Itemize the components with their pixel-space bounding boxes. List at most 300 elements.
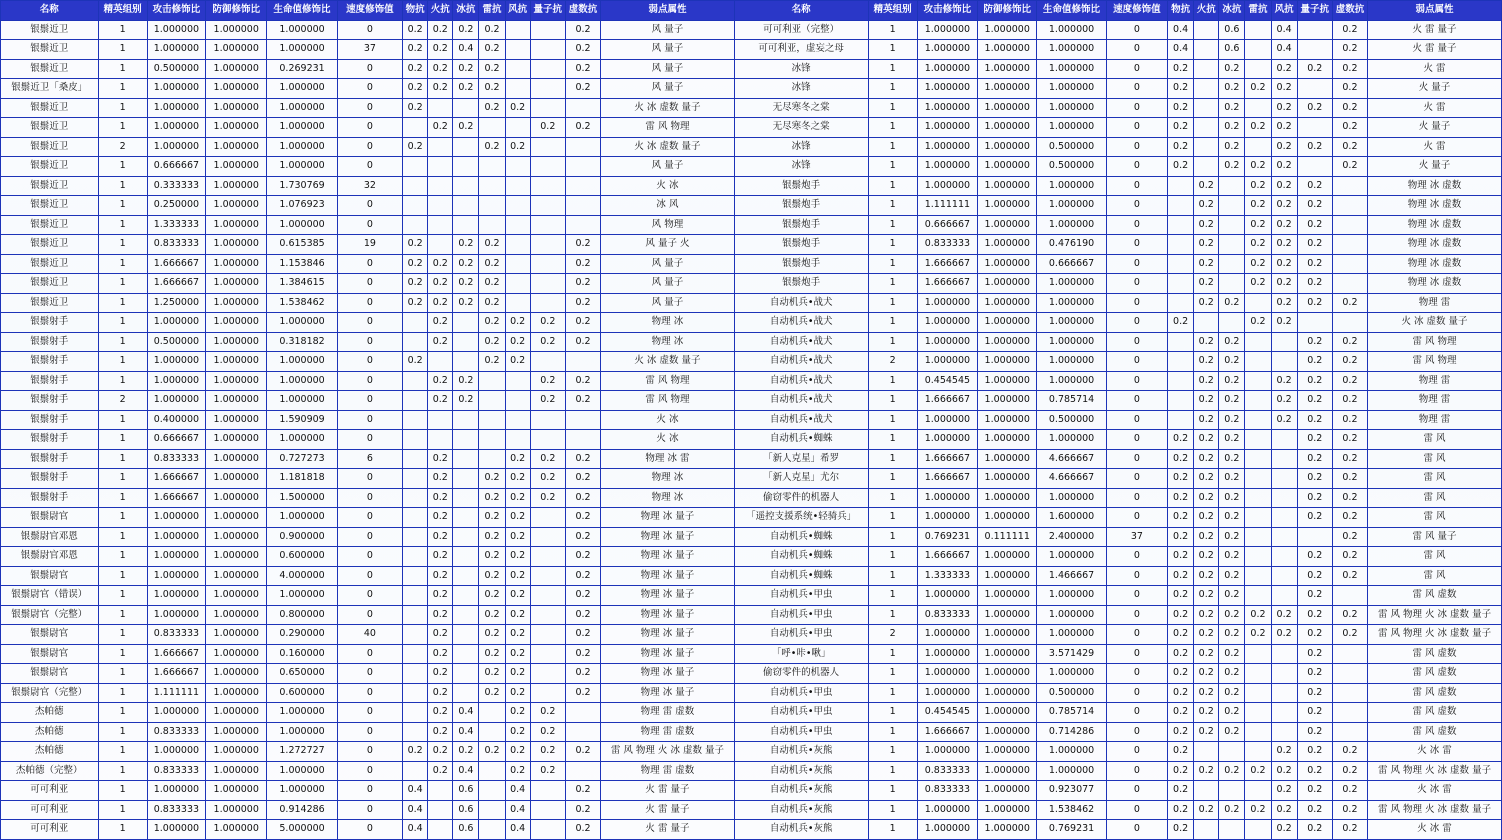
table-cell: 0.160000 bbox=[267, 644, 337, 664]
table-cell: 0.2 bbox=[453, 59, 479, 79]
table-cell: 0 bbox=[1106, 98, 1167, 118]
table-cell: 1.000000 bbox=[147, 703, 205, 723]
table-cell: 1.000000 bbox=[917, 313, 977, 333]
table-cell bbox=[1194, 742, 1219, 762]
table-cell bbox=[1332, 644, 1367, 664]
table-cell: 1.000000 bbox=[917, 820, 977, 840]
table-cell: 银鬃近卫 bbox=[1, 98, 99, 118]
table-cell: 1.000000 bbox=[206, 508, 267, 528]
table-cell: 1.000000 bbox=[1037, 742, 1106, 762]
table-cell: 雷 风 物理 火 冰 虚数 量子 bbox=[1368, 800, 1502, 820]
table-cell: 0.2 bbox=[1271, 625, 1297, 645]
table-cell: 火 量子 bbox=[1368, 157, 1502, 177]
table-cell: 火 雷 量子 bbox=[601, 800, 735, 820]
table-cell: 0.2 bbox=[1297, 508, 1332, 528]
table-cell: 1 bbox=[98, 352, 147, 372]
table-cell: 19 bbox=[337, 235, 402, 255]
table-cell: 银鬃近卫 bbox=[1, 157, 99, 177]
table-cell: 1.000000 bbox=[147, 742, 205, 762]
table-cell: 0.2 bbox=[1219, 488, 1245, 508]
table-cell: 0 bbox=[337, 469, 402, 489]
table-cell: 1.000000 bbox=[206, 391, 267, 411]
table-cell bbox=[1297, 20, 1332, 40]
table-cell bbox=[1168, 371, 1194, 391]
table-cell: 物理 冰 量子 bbox=[601, 527, 735, 547]
table-cell bbox=[453, 683, 479, 703]
table-cell: 1 bbox=[98, 547, 147, 567]
table-cell: 0.2 bbox=[530, 703, 565, 723]
table-cell: 银鬃炮手 bbox=[734, 254, 868, 274]
table-cell bbox=[565, 410, 600, 430]
table-cell bbox=[428, 98, 453, 118]
table-cell: 1.000000 bbox=[978, 371, 1037, 391]
table-cell bbox=[403, 547, 428, 567]
table-cell bbox=[530, 664, 565, 684]
table-cell: 雷 风 物理 bbox=[601, 391, 735, 411]
table-cell bbox=[530, 176, 565, 196]
table-cell: 1 bbox=[868, 820, 917, 840]
table-cell: 0 bbox=[1106, 781, 1167, 801]
column-header: 弱点属性 bbox=[1368, 1, 1502, 21]
table-cell: 1.730769 bbox=[267, 176, 337, 196]
table-cell: 0.2 bbox=[565, 664, 600, 684]
table-cell: 银鬃炮手 bbox=[734, 196, 868, 216]
table-cell: 37 bbox=[1106, 527, 1167, 547]
table-cell: 1.000000 bbox=[1037, 488, 1106, 508]
table-cell: 1.000000 bbox=[206, 547, 267, 567]
table-cell: 1.000000 bbox=[147, 566, 205, 586]
table-cell bbox=[565, 157, 600, 177]
table-cell: 0.2 bbox=[1245, 274, 1271, 294]
table-cell: 1.000000 bbox=[1037, 352, 1106, 372]
table-cell: 杰帕德 bbox=[1, 722, 99, 742]
table-cell: 1 bbox=[98, 157, 147, 177]
table-cell bbox=[428, 352, 453, 372]
table-cell: 1.000000 bbox=[267, 761, 337, 781]
table-cell: 0.2 bbox=[1194, 605, 1219, 625]
table-row bbox=[1, 664, 1502, 684]
table-cell: 0.2 bbox=[565, 742, 600, 762]
table-cell: 1.000000 bbox=[978, 254, 1037, 274]
table-cell: 0.2 bbox=[403, 352, 428, 372]
table-cell: 1.000000 bbox=[917, 800, 977, 820]
table-cell: 0.2 bbox=[1332, 547, 1367, 567]
table-cell: 1.000000 bbox=[978, 313, 1037, 333]
table-cell bbox=[530, 800, 565, 820]
table-cell bbox=[403, 313, 428, 333]
table-cell: 1.000000 bbox=[978, 235, 1037, 255]
column-header: 弱点属性 bbox=[601, 1, 735, 21]
table-cell: 0 bbox=[1106, 449, 1167, 469]
table-cell bbox=[1332, 586, 1367, 606]
table-cell: 0.2 bbox=[1194, 547, 1219, 567]
table-cell: 银鬃炮手 bbox=[734, 274, 868, 294]
table-cell: 火 量子 bbox=[1368, 118, 1502, 138]
table-cell: 0 bbox=[337, 274, 402, 294]
table-cell: 雷 风 bbox=[1368, 508, 1502, 528]
table-cell: 0.2 bbox=[1297, 781, 1332, 801]
table-cell: 0.2 bbox=[1271, 761, 1297, 781]
table-cell: 0 bbox=[1106, 625, 1167, 645]
table-cell: 0.833333 bbox=[917, 235, 977, 255]
table-cell: 0.2 bbox=[565, 488, 600, 508]
table-cell: 0.2 bbox=[479, 313, 505, 333]
table-cell bbox=[428, 781, 453, 801]
table-cell: 1.666667 bbox=[147, 254, 205, 274]
table-cell bbox=[428, 157, 453, 177]
table-cell bbox=[403, 157, 428, 177]
table-cell: 1.000000 bbox=[978, 157, 1037, 177]
table-cell: 0.2 bbox=[428, 371, 453, 391]
table-cell bbox=[453, 157, 479, 177]
table-cell: 0 bbox=[1106, 488, 1167, 508]
table-cell: 1.000000 bbox=[978, 293, 1037, 313]
table-cell: 1 bbox=[98, 79, 147, 99]
table-cell: 1.000000 bbox=[206, 176, 267, 196]
table-cell: 1.000000 bbox=[978, 274, 1037, 294]
table-cell: 0.2 bbox=[1271, 137, 1297, 157]
table-cell: 1.000000 bbox=[206, 527, 267, 547]
table-cell: 银鬃尉官 bbox=[1, 508, 99, 528]
table-cell: 0.2 bbox=[1219, 527, 1245, 547]
table-cell: 0.2 bbox=[505, 664, 530, 684]
table-cell bbox=[1168, 293, 1194, 313]
table-cell: 0.2 bbox=[1297, 274, 1332, 294]
table-cell bbox=[403, 332, 428, 352]
table-cell: 0 bbox=[1106, 644, 1167, 664]
table-cell: 0.2 bbox=[505, 644, 530, 664]
table-cell: 1.000000 bbox=[206, 683, 267, 703]
table-cell: 0 bbox=[1106, 371, 1167, 391]
table-cell: 0.2 bbox=[428, 274, 453, 294]
table-cell: 0.500000 bbox=[147, 332, 205, 352]
table-cell: 雷 风 bbox=[1368, 430, 1502, 450]
table-cell: 0.2 bbox=[1245, 215, 1271, 235]
table-cell bbox=[428, 800, 453, 820]
table-cell: 1 bbox=[868, 98, 917, 118]
table-cell: 0.2 bbox=[428, 293, 453, 313]
table-cell: 物理 雷 bbox=[1368, 410, 1502, 430]
table-cell bbox=[1271, 488, 1297, 508]
table-cell bbox=[1297, 527, 1332, 547]
table-cell: 1.250000 bbox=[147, 293, 205, 313]
table-cell: 物理 冰 虚数 bbox=[1368, 196, 1502, 216]
table-cell: 0.2 bbox=[1271, 410, 1297, 430]
table-cell: 0.2 bbox=[1219, 644, 1245, 664]
table-cell bbox=[403, 625, 428, 645]
table-cell: 0.2 bbox=[428, 20, 453, 40]
table-cell: 1 bbox=[98, 40, 147, 60]
table-cell: 1.666667 bbox=[147, 469, 205, 489]
table-cell: 1 bbox=[868, 118, 917, 138]
table-cell: 0.2 bbox=[428, 508, 453, 528]
table-cell: 1.000000 bbox=[267, 722, 337, 742]
table-cell: 0.2 bbox=[1332, 20, 1367, 40]
table-cell: 0 bbox=[337, 293, 402, 313]
table-cell bbox=[1271, 586, 1297, 606]
table-cell: 自动机兵•灰熊 bbox=[734, 820, 868, 840]
table-cell: 自动机兵•蜘蛛 bbox=[734, 547, 868, 567]
table-cell bbox=[403, 566, 428, 586]
table-cell: 0 bbox=[337, 761, 402, 781]
table-cell: 1.000000 bbox=[206, 742, 267, 762]
table-cell: 0.2 bbox=[428, 664, 453, 684]
table-cell bbox=[479, 176, 505, 196]
table-cell: 0.2 bbox=[1194, 800, 1219, 820]
table-cell: 0.900000 bbox=[267, 527, 337, 547]
table-cell bbox=[403, 508, 428, 528]
table-cell: 1.000000 bbox=[206, 644, 267, 664]
table-header bbox=[1, 1, 1502, 21]
table-row bbox=[1, 137, 1502, 157]
table-cell: 1.000000 bbox=[917, 625, 977, 645]
table-cell: 1.000000 bbox=[1037, 98, 1106, 118]
table-cell: 0 bbox=[337, 430, 402, 450]
table-cell: 自动机兵•灰熊 bbox=[734, 800, 868, 820]
table-cell: 0.2 bbox=[428, 566, 453, 586]
table-cell: 1.000000 bbox=[147, 137, 205, 157]
table-cell bbox=[1194, 820, 1219, 840]
table-cell: 0 bbox=[337, 644, 402, 664]
table-cell: 1 bbox=[98, 800, 147, 820]
table-cell: 1.153846 bbox=[267, 254, 337, 274]
table-cell bbox=[403, 605, 428, 625]
table-cell: 0.2 bbox=[565, 118, 600, 138]
table-cell: 0 bbox=[1106, 586, 1167, 606]
table-cell: 0.2 bbox=[1297, 391, 1332, 411]
table-cell: 0 bbox=[337, 79, 402, 99]
table-row bbox=[1, 586, 1502, 606]
table-cell: 0.2 bbox=[1219, 98, 1245, 118]
table-row bbox=[1, 79, 1502, 99]
table-cell: 物理 冰 量子 bbox=[601, 664, 735, 684]
table-cell: 0.2 bbox=[403, 254, 428, 274]
table-cell: 1 bbox=[98, 215, 147, 235]
table-cell: 0.2 bbox=[1297, 566, 1332, 586]
table-cell: 0.2 bbox=[1245, 605, 1271, 625]
table-cell: 0 bbox=[1106, 118, 1167, 138]
table-cell: 0 bbox=[337, 566, 402, 586]
table-cell: 0.2 bbox=[1297, 761, 1332, 781]
table-cell: 物理 雷 bbox=[1368, 371, 1502, 391]
table-cell: 银鬃尉官 bbox=[1, 664, 99, 684]
table-cell: 1.000000 bbox=[978, 196, 1037, 216]
table-cell: 0.2 bbox=[403, 20, 428, 40]
table-cell: 0.333333 bbox=[147, 176, 205, 196]
table-cell: 0.2 bbox=[565, 469, 600, 489]
table-cell: 0.666667 bbox=[147, 157, 205, 177]
table-cell: 1.000000 bbox=[917, 293, 977, 313]
table-cell: 火 雷 bbox=[1368, 98, 1502, 118]
table-cell bbox=[403, 488, 428, 508]
table-cell bbox=[1271, 469, 1297, 489]
table-cell: 0 bbox=[337, 722, 402, 742]
table-cell: 火 冰 虚数 量子 bbox=[601, 352, 735, 372]
table-row bbox=[1, 566, 1502, 586]
table-cell: 0 bbox=[337, 605, 402, 625]
table-cell: 物理 冰 bbox=[601, 332, 735, 352]
table-cell: 0 bbox=[337, 703, 402, 723]
table-cell: 0.2 bbox=[1297, 176, 1332, 196]
table-cell: 0.833333 bbox=[147, 625, 205, 645]
column-header: 风抗 bbox=[1271, 1, 1297, 21]
table-cell: 0.2 bbox=[1271, 157, 1297, 177]
table-cell: 1.000000 bbox=[917, 664, 977, 684]
table-cell: 0.785714 bbox=[1037, 703, 1106, 723]
table-cell: 物理 冰 雷 bbox=[601, 449, 735, 469]
table-cell: 0.2 bbox=[505, 566, 530, 586]
table-cell: 1 bbox=[868, 235, 917, 255]
table-cell: 0 bbox=[337, 410, 402, 430]
table-cell: 0.2 bbox=[1219, 449, 1245, 469]
table-cell: 「新人克星」希罗 bbox=[734, 449, 868, 469]
table-cell: 0.2 bbox=[505, 488, 530, 508]
table-cell: 0 bbox=[337, 800, 402, 820]
table-cell: 1.000000 bbox=[917, 488, 977, 508]
table-cell: 物理 冰 虚数 bbox=[1368, 176, 1502, 196]
table-cell bbox=[1245, 508, 1271, 528]
table-cell: 0 bbox=[337, 820, 402, 840]
table-cell bbox=[1245, 137, 1271, 157]
table-cell: 1.000000 bbox=[206, 410, 267, 430]
table-cell: 0.2 bbox=[1332, 391, 1367, 411]
table-cell: 自动机兵•蜘蛛 bbox=[734, 566, 868, 586]
table-cell bbox=[505, 59, 530, 79]
table-cell: 1.000000 bbox=[267, 586, 337, 606]
table-cell: 0.2 bbox=[1271, 293, 1297, 313]
table-row bbox=[1, 313, 1502, 333]
table-cell: 冰锋 bbox=[734, 79, 868, 99]
table-cell bbox=[453, 508, 479, 528]
table-cell: 1.181818 bbox=[267, 469, 337, 489]
table-cell bbox=[453, 527, 479, 547]
table-cell: 1.000000 bbox=[978, 488, 1037, 508]
table-cell: 0.454545 bbox=[917, 371, 977, 391]
table-cell: 银鬃射手 bbox=[1, 430, 99, 450]
table-cell bbox=[530, 59, 565, 79]
table-cell: 0.2 bbox=[1194, 332, 1219, 352]
table-cell: 0.2 bbox=[1297, 625, 1332, 645]
table-cell: 0.2 bbox=[1332, 40, 1367, 60]
table-cell: 1.000000 bbox=[147, 40, 205, 60]
column-header: 防御修饰比 bbox=[206, 1, 267, 21]
column-header: 风抗 bbox=[505, 1, 530, 21]
table-cell bbox=[1297, 79, 1332, 99]
table-cell: 1.000000 bbox=[206, 20, 267, 40]
table-cell: 1.000000 bbox=[978, 137, 1037, 157]
table-cell: 0.4 bbox=[1168, 40, 1194, 60]
table-cell: 0.914286 bbox=[267, 800, 337, 820]
table-cell: 0.2 bbox=[428, 742, 453, 762]
table-cell: 0.2 bbox=[428, 586, 453, 606]
table-cell: 0 bbox=[1106, 59, 1167, 79]
table-cell: 1 bbox=[98, 820, 147, 840]
table-body bbox=[1, 20, 1502, 839]
table-cell: 1 bbox=[868, 800, 917, 820]
table-cell bbox=[565, 176, 600, 196]
table-cell bbox=[530, 820, 565, 840]
table-cell: 1.000000 bbox=[267, 313, 337, 333]
table-cell bbox=[1219, 313, 1245, 333]
table-cell: 0.2 bbox=[1194, 274, 1219, 294]
table-cell: 0.2 bbox=[1271, 118, 1297, 138]
table-cell: 0.2 bbox=[530, 742, 565, 762]
table-row bbox=[1, 488, 1502, 508]
table-cell: 1.000000 bbox=[267, 137, 337, 157]
table-cell: 1.666667 bbox=[917, 391, 977, 411]
table-cell: 0.2 bbox=[403, 59, 428, 79]
table-cell bbox=[1332, 196, 1367, 216]
table-cell bbox=[1245, 40, 1271, 60]
table-cell: 风 量子 bbox=[601, 293, 735, 313]
table-row bbox=[1, 605, 1502, 625]
table-cell bbox=[505, 118, 530, 138]
table-cell: 1.000000 bbox=[917, 508, 977, 528]
table-cell bbox=[530, 527, 565, 547]
table-cell: 0.2 bbox=[1245, 235, 1271, 255]
table-cell: 0.2 bbox=[479, 20, 505, 40]
table-cell bbox=[1271, 683, 1297, 703]
table-cell: 1.000000 bbox=[1037, 625, 1106, 645]
table-cell: 1.384615 bbox=[267, 274, 337, 294]
table-cell: 0.2 bbox=[505, 703, 530, 723]
table-cell: 0.2 bbox=[1297, 196, 1332, 216]
table-cell: 0.2 bbox=[479, 547, 505, 567]
table-cell: 0.2 bbox=[479, 352, 505, 372]
table-cell: 1.000000 bbox=[1037, 118, 1106, 138]
column-header: 雷抗 bbox=[479, 1, 505, 21]
table-cell: 0.2 bbox=[1271, 605, 1297, 625]
table-cell: 0.2 bbox=[565, 566, 600, 586]
table-cell: 0 bbox=[1106, 605, 1167, 625]
table-cell: 0.2 bbox=[1194, 469, 1219, 489]
table-cell: 0.2 bbox=[1297, 215, 1332, 235]
table-cell bbox=[1194, 137, 1219, 157]
table-cell: 0.769231 bbox=[917, 527, 977, 547]
table-row bbox=[1, 625, 1502, 645]
table-cell: 0.2 bbox=[1219, 605, 1245, 625]
table-cell: 1 bbox=[98, 683, 147, 703]
table-cell: 1.000000 bbox=[978, 586, 1037, 606]
table-cell: 雷 风 虚数 bbox=[1368, 722, 1502, 742]
table-cell: 1 bbox=[98, 254, 147, 274]
table-cell bbox=[505, 274, 530, 294]
table-cell: 银鬃尉官 bbox=[1, 644, 99, 664]
table-cell: 银鬃尉官 bbox=[1, 566, 99, 586]
table-cell: 0.2 bbox=[565, 254, 600, 274]
table-cell: 0.2 bbox=[1297, 293, 1332, 313]
table-cell: 0.2 bbox=[530, 118, 565, 138]
table-cell: 风 量子 bbox=[601, 20, 735, 40]
table-cell: 0.2 bbox=[428, 40, 453, 60]
table-cell: 0.2 bbox=[1297, 332, 1332, 352]
table-cell: 0 bbox=[337, 547, 402, 567]
table-cell: 自动机兵•灰熊 bbox=[734, 742, 868, 762]
table-cell: 0 bbox=[337, 332, 402, 352]
table-cell: 物理 雷 虚数 bbox=[601, 761, 735, 781]
table-cell: 0.2 bbox=[1297, 352, 1332, 372]
table-cell: 风 量子 bbox=[601, 254, 735, 274]
table-cell: 0.2 bbox=[1219, 547, 1245, 567]
table-cell bbox=[403, 176, 428, 196]
table-cell: 1.000000 bbox=[1037, 40, 1106, 60]
table-cell: 1.333333 bbox=[917, 566, 977, 586]
table-cell: 1 bbox=[98, 313, 147, 333]
table-cell bbox=[530, 781, 565, 801]
table-cell: 银鬃射手 bbox=[1, 469, 99, 489]
table-cell: 0.2 bbox=[1194, 664, 1219, 684]
table-cell: 0 bbox=[1106, 313, 1167, 333]
